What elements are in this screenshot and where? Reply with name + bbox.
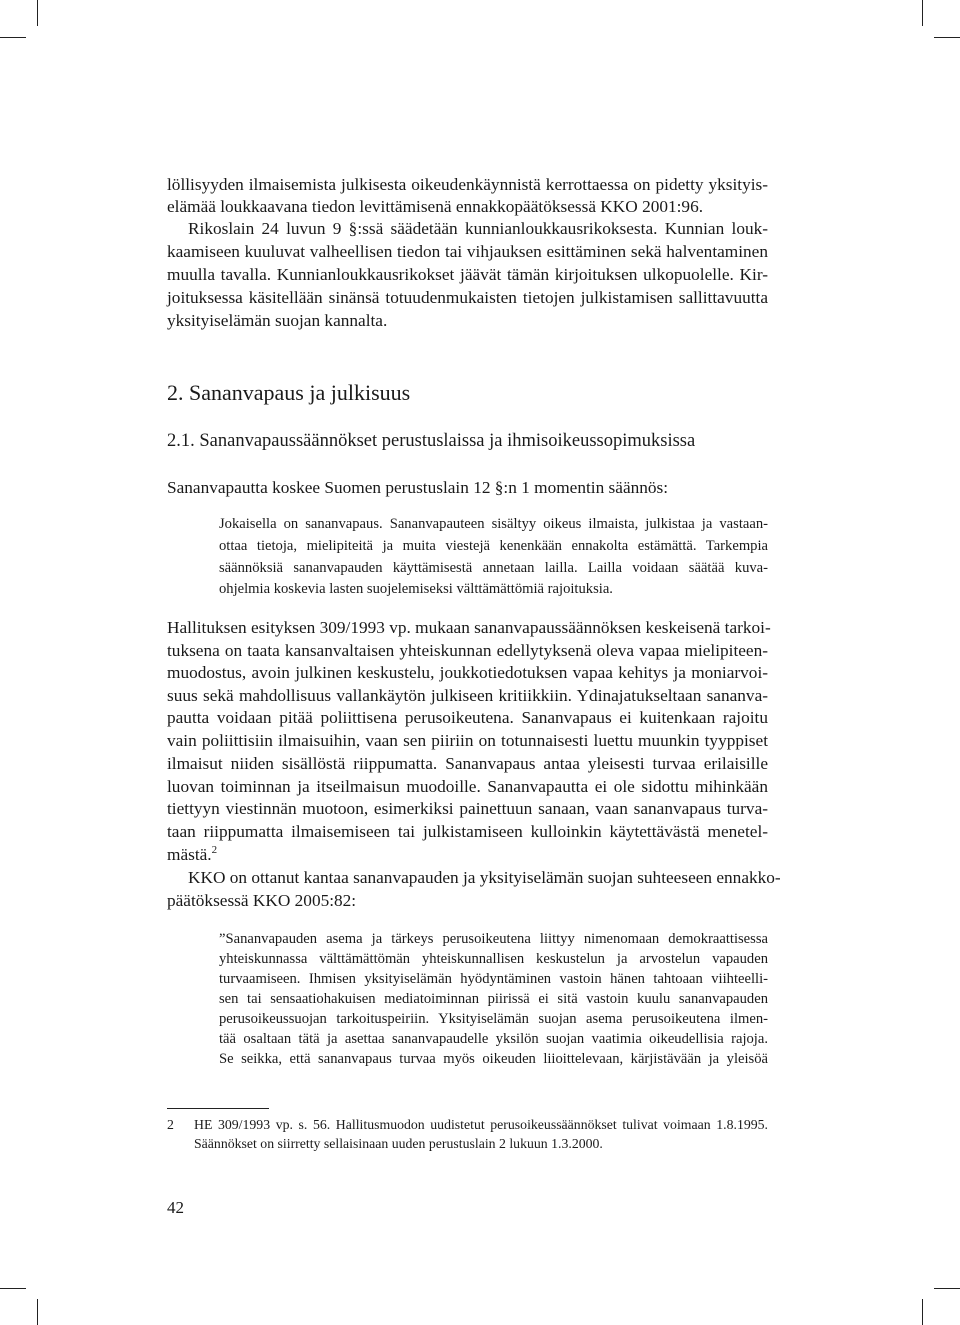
body-line: elämää loukkaavana tiedon levittämisenä ennakkopäätöksessä KKO 2001:96.: [167, 197, 704, 216]
quote-line: ”Sananvapauden asema ja tärkeys perusoikeutena liittyy nimenomaan demokraattisessa: [219, 931, 768, 947]
crop-mark-bottom-right: [934, 1288, 960, 1289]
body-line: Hallituksen esityksen 309/1993 vp. mukaan sananvapaussäännöksen keskeisenä tarkoi-: [167, 618, 771, 637]
body-line: Rikoslain 24 luvun 9 §:ssä säädetään kunnianloukkausrikoksesta. Kunnian louk-: [188, 219, 768, 238]
subsection-heading: 2.1. Sananvapaussäännökset perustuslaissa ja ihmisoikeussopimuksissa: [167, 431, 696, 451]
body-line: taan riippumatta ilmaisemiseen tai julkistamiseen kulloinkin käytettävästä menetel-: [167, 822, 768, 841]
footnote-line: Säännökset on siirretty sellaisinaan uuden perustuslain 2 lukuun 1.3.2000.: [194, 1136, 603, 1151]
crop-mark-bottom-right: [922, 1299, 923, 1325]
footnote-number: 2: [167, 1117, 174, 1132]
body-line: muulla tavalla. Kunnianloukkausrikokset jäävät tämän kirjoituksen ulkopuolelle. Kir-: [167, 265, 768, 284]
crop-mark-bottom-left: [0, 1288, 26, 1289]
quote-line: sen tai sensaatiohakuisen mediatoiminnan piirissä ei sitä vastoin kuulu sananvapauden: [219, 991, 768, 1007]
quote-line: yhteiskunnassa välttämättömän yhteiskunnallisen keskustelun ja arvostelun vapauden: [219, 951, 768, 967]
body-line: pautta voidaan pitää poliittisena perusoikeutena. Sananvapaus ei kuitenkaan rajoitu: [167, 708, 768, 727]
quote-line: ottaa tietoja, mielipiteitä ja muita viestejä kenenkään ennakolta estämättä. Tarkempia: [219, 538, 768, 554]
footnote-line: HE 309/1993 vp. s. 56. Hallitusmuodon uudistetut perusoikeussäännökset tulivat voimaan 1.8.1995.: [194, 1117, 768, 1132]
body-line: ilmaisut niiden sisällöstä riippumatta. Sananvapaus antaa yleisesti turvaa erilaisille: [167, 754, 768, 773]
footnote-reference: 2: [211, 844, 218, 857]
body-line: tuksena on taata kansanvaltaisen yhteiskunnan edellytyksenä oleva vapaa mielipiteen-: [167, 641, 768, 660]
body-line: luovan toiminnan ja itseilmaisun muodoille. Sananvapautta ei ole sidottu mihinkään: [167, 777, 768, 796]
quote-line: säännöksiä sananvapauden käyttämisestä annetaan lailla. Lailla voidaan säätää kuva-: [219, 560, 768, 576]
crop-mark-top-right: [934, 37, 960, 38]
page-number: 42: [167, 1198, 184, 1217]
body-line-end: mästä.: [167, 845, 212, 864]
crop-mark-bottom-left: [37, 1299, 38, 1325]
body-line: [167, 844, 217, 866]
crop-mark-top-left: [0, 37, 26, 38]
body-line: kaamiseen kuuluvat valheellisen tiedon tai vihjauksen esittäminen sekä halventaminen: [167, 242, 768, 261]
crop-mark-top-left: [37, 0, 38, 26]
body-line: päätöksessä KKO 2005:82:: [167, 891, 357, 910]
quote-line: Se seikka, että sananvapaus turvaa myös oikeuden liioittelevaan, kärjistävään ja yleisöä: [219, 1051, 768, 1067]
body-line: vain poliittisiin ilmaisuihin, vaan sen piiriin on totunnaisesti luettu muunkin tyyppiset: [167, 731, 768, 750]
section-heading: 2. Sananvapaus ja julkisuus: [167, 380, 411, 405]
footnote-rule: [167, 1108, 269, 1109]
quote-line: Jokaisella on sananvapaus. Sananvapauteen sisältyy oikeus ilmaista, julkistaa ja vastaan-: [219, 516, 768, 532]
body-line: KKO on ottanut kantaa sananvapauden ja yksityiselämän suojan suhteeseen ennakko-: [188, 868, 781, 887]
quote-line: ohjelmia koskevia lasten suojelemiseksi välttämättömiä rajoituksia.: [219, 581, 613, 597]
body-line: yksityiselämän suojan kannalta.: [167, 311, 388, 330]
intro-line: Sananvapautta koskee Suomen perustuslain 12 §:n 1 momentin säännös:: [167, 478, 669, 497]
body-line: tiettyyn viestinnän muotoon, esimerkiksi painettuun sanaan, vaan sananvapaus turva-: [167, 799, 768, 818]
text-column: [167, 0, 781, 1325]
quote-line: turvaamiseen. Ihmisen yksityiselämän hyödyntäminen vastoin hänen tahtoaan viihteelli-: [219, 971, 768, 987]
crop-mark-top-right: [922, 0, 923, 26]
quote-line: perusoikeussuojan tarkoituspeiriin. Yksityiselämän suojan asema perusoikeutena ilmen-: [219, 1011, 768, 1027]
body-line: löllisyyden ilmaisemista julkisesta oikeudenkäynnistä kerrottaessa on pidetty yksityis-: [167, 175, 768, 194]
body-line: joituksessa käsitellään sinänsä totuudenmukaisten tietojen julkistamisen sallittavuutta: [167, 288, 768, 307]
body-line: suus sekä mahdollisuus vallankäytön julkiseen kritiikkiin. Ydinajatukseltaan sananva-: [167, 686, 768, 705]
body-line: muodostus, avoin julkinen keskustelu, joukkotiedotuksen vapaa kehitys ja moniarvoi-: [167, 663, 768, 682]
quote-line: tää osaltaan tätä ja asettaa sananvapaudelle yksilön suojan vaatimia oikeudellisia rajoja.: [219, 1031, 768, 1047]
